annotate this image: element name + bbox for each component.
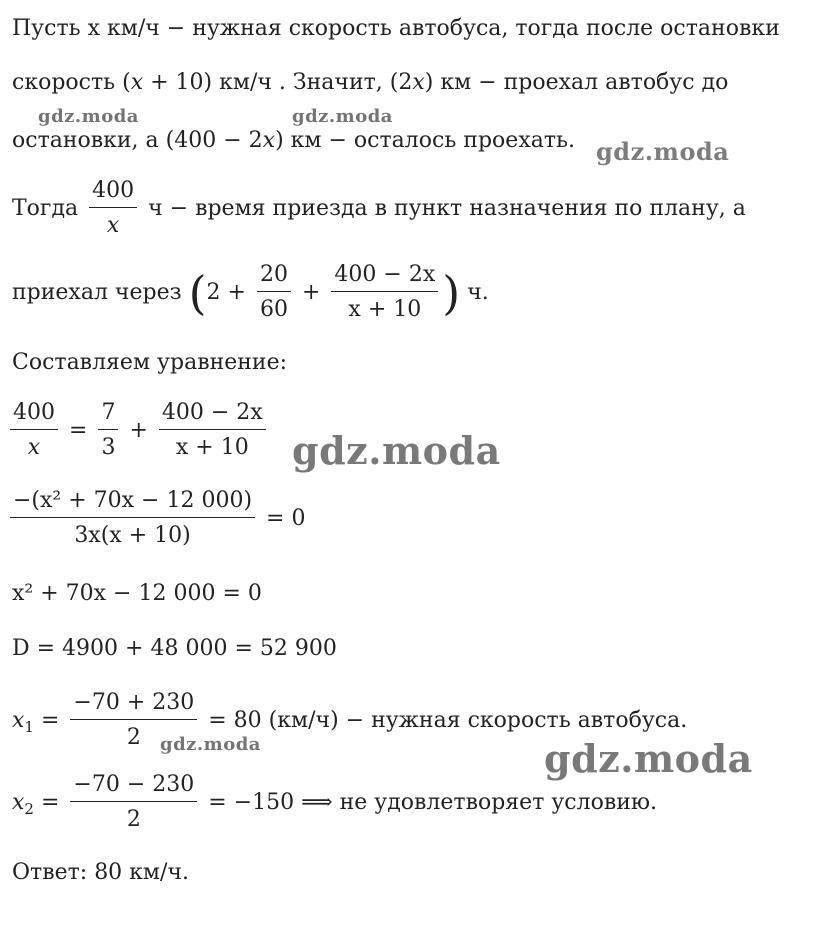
fraction-denominator: x + 10 <box>348 297 422 323</box>
fraction-20-over-60 <box>257 262 291 324</box>
fraction-denominator: 60 <box>259 297 288 323</box>
fraction-400-over-x <box>10 400 58 462</box>
fraction-7-over-3 <box>98 400 118 462</box>
fraction-numerator: −70 + 230 <box>70 690 197 720</box>
watermark-logo: gdz.moda <box>596 137 730 166</box>
right-paren: ) <box>442 265 461 320</box>
root-x1-result: = 80 (км/ч) − нужная скорость автобуса. <box>208 707 688 733</box>
line-5-two-plus: 2 + <box>206 279 246 305</box>
text-line-2 <box>12 72 728 94</box>
fraction-numerator: 400 − 2x <box>159 400 266 430</box>
watermark-logo: gdz.moda <box>160 734 261 755</box>
line-2-var-x: x <box>130 70 144 95</box>
line-2-var-x-2: x <box>412 70 425 95</box>
fraction-denominator: x + 10 <box>175 435 249 461</box>
fraction-numerator: 20 <box>257 262 291 292</box>
text-line-5 <box>12 262 489 324</box>
root-x2 <box>12 772 657 834</box>
fraction-denominator: 3 <box>101 435 116 461</box>
line-4-word-togda: Тогда <box>12 195 79 221</box>
watermark-logo: gdz.moda <box>292 106 393 127</box>
fraction-400-over-x <box>89 178 137 240</box>
equation-4 <box>12 638 337 660</box>
fraction-numerator: 400 <box>10 400 58 430</box>
line-4-rest: ч − время приезда в пункт назначения по плану, а <box>148 195 746 221</box>
quadratic-equation: x² + 70x − 12 000 = 0 <box>12 581 262 606</box>
watermark-logo: gdz.moda <box>544 736 753 781</box>
line-1-text: Пусть x км/ч − нужная скорость автобуса, тогда после остановки <box>12 16 780 41</box>
text-line-6 <box>12 352 287 374</box>
fraction-denominator: 2 <box>126 807 141 833</box>
fraction-remaining-over-speed <box>331 262 438 324</box>
line-2-part-c: + 10) км/ч . Значит, (2 <box>143 70 413 95</box>
line-3-part-c: ) км − осталось проехать. <box>275 128 575 153</box>
fraction-denominator: 2 <box>126 725 141 751</box>
discriminant: D = 4900 + 48 000 = 52 900 <box>12 636 337 661</box>
text-line-4 <box>12 178 746 240</box>
line-2-part-a: скорость ( <box>12 70 131 95</box>
equals-sign: = <box>69 417 88 443</box>
var-x: x <box>12 707 25 733</box>
watermark-logo: gdz.moda <box>38 106 139 127</box>
fraction-denominator: x <box>27 435 41 461</box>
fraction-numerator: 400 <box>89 178 137 208</box>
subscript: 1 <box>24 717 34 736</box>
fraction-numerator: 7 <box>98 400 118 430</box>
fraction-numerator: −70 − 230 <box>70 772 197 802</box>
line-2-part-e: ) км − проехал автобус до <box>424 70 729 95</box>
line-5-unit: ч. <box>467 279 489 305</box>
fraction-denominator: x <box>106 213 120 239</box>
text-line-3 <box>12 130 575 152</box>
equation-3 <box>12 583 262 605</box>
equation-2 <box>10 488 305 550</box>
line-5-prefix: приехал через <box>12 279 182 305</box>
fraction-numerator: 400 − 2x <box>331 262 438 292</box>
root-x2-result: = −150 ⟹ не удовлетворяет условию. <box>208 789 658 815</box>
answer-text: Ответ: 80 км/ч. <box>12 860 189 885</box>
line-3-part-a: остановки, а (400 − 2 <box>12 128 263 153</box>
watermark-logo: gdz.moda <box>292 428 501 473</box>
equals-sign: = <box>33 789 60 815</box>
line-3-var-x: x <box>262 128 276 153</box>
equation-1 <box>10 400 270 462</box>
var-x: x <box>12 789 25 815</box>
section-heading-equation: Составляем уравнение: <box>12 350 288 375</box>
equals-sign: = <box>33 707 60 733</box>
fraction-denominator: 3x(x + 10) <box>74 523 191 549</box>
text-line-1 <box>12 18 780 40</box>
fraction-numerator: −(x² + 70x − 12 000) <box>10 488 255 518</box>
answer-line <box>12 862 189 884</box>
fraction-root-2 <box>70 772 197 834</box>
fraction-remaining-over-speed <box>159 400 266 462</box>
plus-sign: + <box>129 417 148 443</box>
subscript: 2 <box>24 799 34 818</box>
equation-2-rhs: = 0 <box>266 505 306 531</box>
plus-sign: + <box>301 279 321 305</box>
left-paren: ( <box>188 265 207 320</box>
fraction-quadratic-over-denominator <box>10 488 255 550</box>
